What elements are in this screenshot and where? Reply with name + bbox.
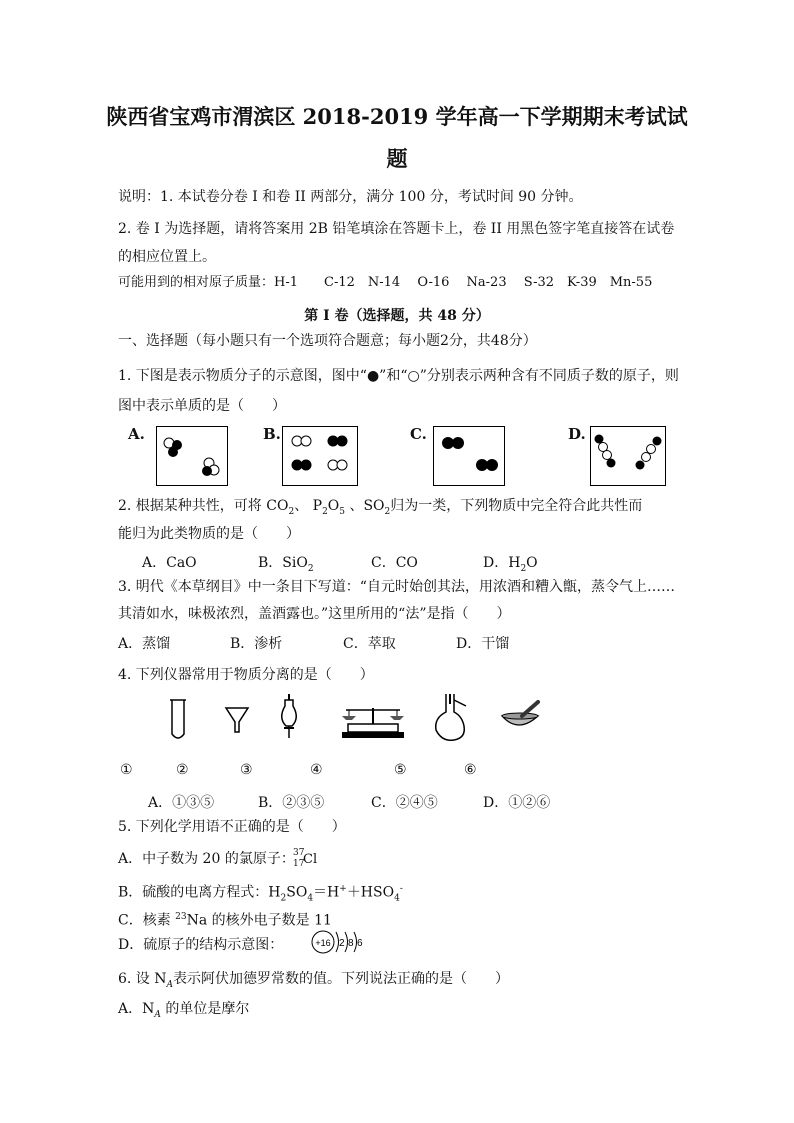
q4-number-1: ① bbox=[120, 762, 133, 778]
q4-option-c: C．②④⑤ bbox=[371, 795, 438, 811]
q1-stem-line2: 图中表示单质的是（ ） bbox=[118, 398, 286, 414]
q3-option-b: B．渗析 bbox=[230, 636, 283, 652]
q2-option-d: D．$H_2O$ bbox=[483, 555, 538, 574]
q4-number-5: ⑤ bbox=[394, 762, 407, 778]
nucleus-charge: +16 bbox=[315, 938, 331, 948]
q1-label-c: C. bbox=[410, 425, 427, 443]
page-title: 陕西省宝鸡市渭滨区 2018-2019 学年高一下学期期末考试试 bbox=[106, 104, 688, 129]
q1-label-b: B. bbox=[263, 425, 281, 443]
q1-figure-c bbox=[433, 426, 505, 486]
q4-number-3: ③ bbox=[240, 762, 253, 778]
page-title-cont: 题 bbox=[386, 146, 408, 171]
q4-number-6: ⑥ bbox=[464, 762, 477, 778]
instructions-line3: 的相应位置上。 bbox=[118, 249, 216, 265]
q5-option-d: D．硫原子的结构示意图： bbox=[118, 937, 284, 953]
q4-option-b: B．②③⑤ bbox=[258, 795, 325, 811]
q4-apparatus-row bbox=[160, 694, 560, 744]
instructions-line1: 说明：1. 本试卷分卷 I 和卷 II 两部分，满分 100 分，考试时间 90 分钟。 bbox=[118, 189, 583, 205]
mortar-pestle-icon bbox=[502, 702, 538, 725]
q1-label-a: A. bbox=[128, 425, 145, 443]
q5-option-c: C．核素 $^{23}$Na 的核外电子数是 11 bbox=[118, 912, 332, 929]
q1-molecules-b bbox=[283, 427, 357, 485]
q1-molecules-a bbox=[157, 427, 227, 485]
q1-molecules-c bbox=[434, 427, 504, 485]
sulfur-atom-diagram bbox=[310, 928, 370, 958]
q3-option-a: A．蒸馏 bbox=[118, 636, 171, 652]
q3-stem-line1: 3. 明代《本草纲目》中一条目下写道：“自元时始创其法，用浓酒和糟入甑，蒸令气上…… bbox=[118, 579, 675, 595]
q4-number-4: ④ bbox=[310, 762, 323, 778]
test-tube-icon bbox=[170, 700, 186, 738]
balance-icon bbox=[342, 708, 404, 738]
q2-option-c: C．CO bbox=[371, 555, 418, 571]
q2-stem-line1: 2. 根据某种共性，可将 $CO_2$、 $P_2O_5$ 、$SO_2$归为一类，下列物质中完全符合此共性而 bbox=[118, 498, 643, 517]
q4-stem: 4. 下列仪器常用于物质分离的是（ ） bbox=[118, 667, 374, 683]
instructions-line2: 2. 卷 I 为选择题，请将答案用 2B 铅笔填涂在答题卡上，卷 II 用黑色签字笔直接答在试卷 bbox=[118, 221, 675, 237]
shell-3: 6 bbox=[357, 938, 363, 949]
q4-option-d: D．①②⑥ bbox=[483, 795, 551, 811]
q3-stem-line2: 其清如水，味极浓烈，盖酒露也。”这里所用的“法”是指（ ） bbox=[118, 606, 511, 622]
q4-number-2: ② bbox=[176, 762, 189, 778]
q5-option-a: A．中子数为 20 的氯原子： bbox=[118, 851, 295, 867]
chlorine-isotope-symbol: 37 17 Cl bbox=[293, 848, 318, 869]
q1-label-d: D. bbox=[568, 425, 586, 443]
part-heading: 一、选择题（每小题只有一个选项符合题意；每小题2分，共48分） bbox=[118, 333, 537, 349]
section-title: 第 I 卷（选择题，共 48 分） bbox=[304, 308, 490, 324]
q3-option-d: D．干馏 bbox=[456, 636, 510, 652]
q1-figure-b bbox=[282, 426, 358, 486]
q5-option-b: B．硫酸的电离方程式：$H_2SO_4=H^++HSO_4^-$ bbox=[118, 884, 403, 904]
atomic-masses: 可能用到的相对原子质量：H-1 C-12 N-14 O-16 Na-23 S-32 K-39 Mn-55 bbox=[118, 275, 653, 290]
q2-stem-line2: 能归为此类物质的是（ ） bbox=[118, 526, 300, 542]
q1-figure-d bbox=[590, 426, 666, 486]
q1-figure-a bbox=[156, 426, 228, 486]
separatory-funnel-icon bbox=[282, 694, 297, 738]
distillation-flask-icon bbox=[436, 694, 466, 740]
q2-option-b: B．SiO$_2$ bbox=[258, 555, 314, 574]
q5-stem: 5. 下列化学用语不正确的是（ ） bbox=[118, 819, 346, 835]
q1-stem-line1: 1. 下图是表示物质分子的示意图，图中“●”和“○”分别表示两种含有不同质子数的原子，则 bbox=[118, 368, 679, 384]
funnel-icon bbox=[226, 708, 248, 732]
q6-stem: 6. 设 $N_A$表示阿伏加德罗常数的值。下列说法正确的是（ ） bbox=[118, 971, 510, 990]
shell-2: 8 bbox=[348, 938, 354, 949]
q3-option-c: C．萃取 bbox=[343, 636, 396, 652]
q6-option-a: A．$N_A$ 的单位是摩尔 bbox=[118, 1001, 250, 1020]
q2-option-a: A．CaO bbox=[142, 555, 197, 571]
q1-molecules-d bbox=[591, 427, 665, 485]
q4-option-a: A．①③⑤ bbox=[148, 795, 215, 811]
shell-1: 2 bbox=[339, 938, 345, 949]
